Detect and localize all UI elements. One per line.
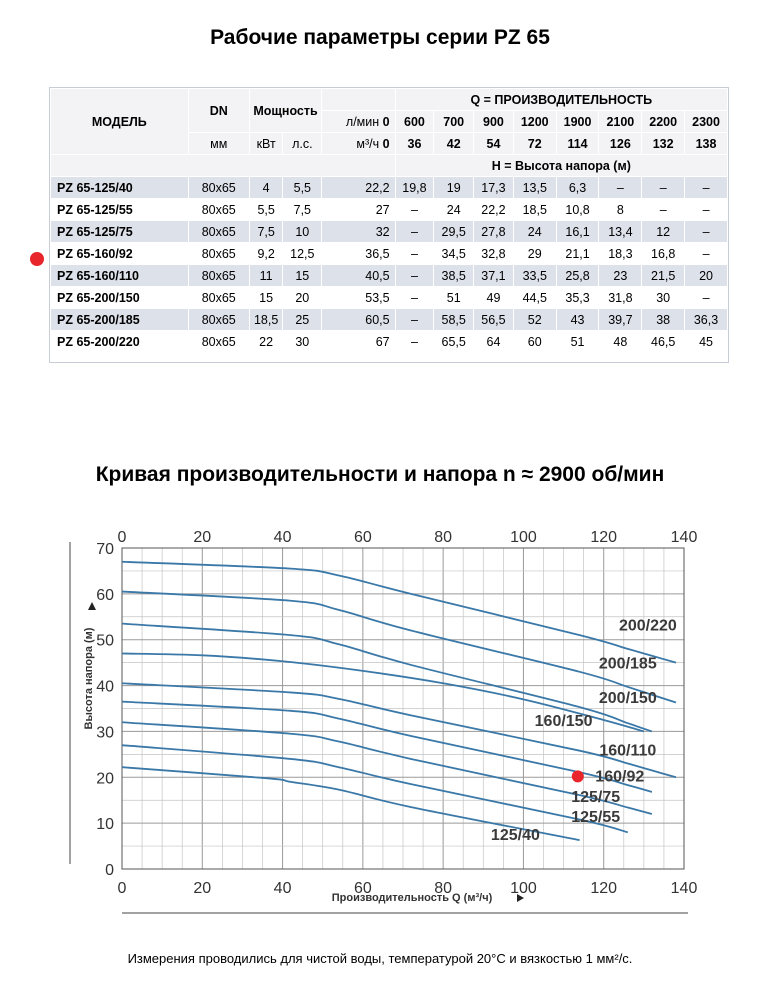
row-kw: 22 xyxy=(249,331,283,353)
lmin-value: 1200 xyxy=(513,111,556,133)
row-head: 21,1 xyxy=(556,243,599,265)
row-head: 8 xyxy=(599,199,642,221)
lmin-value: 700 xyxy=(434,111,474,133)
row-head: 40,5 xyxy=(322,265,395,287)
row-dn: 80x65 xyxy=(188,287,249,309)
header-dn: DN xyxy=(188,89,249,133)
m3h-value: 126 xyxy=(599,133,642,155)
x-axis-label: Производительность Q (м³/ч) xyxy=(331,892,493,904)
row-hp: 5,5 xyxy=(283,177,322,199)
row-head: 13,4 xyxy=(599,221,642,243)
row-dn: 80x65 xyxy=(188,309,249,331)
lmin-label: л/мин xyxy=(345,114,380,129)
row-dn: 80x65 xyxy=(188,221,249,243)
row-head: 36,3 xyxy=(685,309,728,331)
header-model: МОДЕЛЬ xyxy=(51,89,189,155)
row-head: – xyxy=(599,177,642,199)
curve-label: 160/110 xyxy=(599,742,657,760)
highlight-marker-dot xyxy=(30,252,44,266)
row-head: 30 xyxy=(642,287,685,309)
parameters-table xyxy=(50,88,728,353)
row-dn: 80x65 xyxy=(188,265,249,287)
row-head: 12 xyxy=(642,221,685,243)
header-power: Мощность xyxy=(249,89,321,133)
row-head: 38 xyxy=(642,309,685,331)
row-head: 56,5 xyxy=(474,309,514,331)
row-kw: 4 xyxy=(249,177,283,199)
row-head: 64 xyxy=(474,331,514,353)
x-tick-label: 140 xyxy=(670,880,698,897)
header-spacer xyxy=(51,155,396,177)
x-tick-label-top: 20 xyxy=(193,529,212,546)
lmin-value: 2200 xyxy=(642,111,685,133)
row-head: – xyxy=(395,243,434,265)
row-head: 29 xyxy=(513,243,556,265)
table-row xyxy=(51,309,728,331)
lmin-value: 900 xyxy=(474,111,514,133)
row-head: 10,8 xyxy=(556,199,599,221)
y-tick-label: 60 xyxy=(96,586,114,604)
x-tick-label: 100 xyxy=(510,880,537,897)
row-kw: 15 xyxy=(249,287,283,309)
row-head: 17,3 xyxy=(474,177,514,199)
row-head: 52 xyxy=(513,309,556,331)
row-model: PZ 65-125/55 xyxy=(51,199,189,221)
row-kw: 11 xyxy=(249,265,283,287)
header-q: Q = ПРОИЗВОДИТЕЛЬНОСТЬ xyxy=(395,89,727,111)
x-tick-label-top: 140 xyxy=(670,529,698,546)
row-head: 27 xyxy=(322,199,395,221)
row-head: 25,8 xyxy=(556,265,599,287)
curve-label: 200/150 xyxy=(598,689,657,707)
row-head: 21,5 xyxy=(642,265,685,287)
row-head: – xyxy=(685,287,728,309)
x-tick-label-top: 60 xyxy=(353,529,372,546)
curve-label: 125/55 xyxy=(571,809,621,827)
curve-label: 125/75 xyxy=(571,789,621,807)
x-tick-label: 60 xyxy=(353,880,372,897)
x-tick-label: 0 xyxy=(117,880,127,897)
table-row xyxy=(51,243,728,265)
row-head: 16,1 xyxy=(556,221,599,243)
row-head: 44,5 xyxy=(513,287,556,309)
row-kw: 5,5 xyxy=(249,199,283,221)
row-hp: 20 xyxy=(283,287,322,309)
row-head: 32,8 xyxy=(474,243,514,265)
row-dn: 80x65 xyxy=(188,243,249,265)
row-head: 46,5 xyxy=(642,331,685,353)
row-head: 36,5 xyxy=(322,243,395,265)
row-hp: 10 xyxy=(283,221,322,243)
m3h-value: 114 xyxy=(556,133,599,155)
x-tick-label-top: 120 xyxy=(590,529,618,546)
row-model: PZ 65-200/220 xyxy=(51,331,189,353)
footnote: Измерения проводились для чистой воды, температурой 20°C и вязкостью 1 мм²/с. xyxy=(127,951,633,966)
m3h-0: 0 xyxy=(382,136,390,151)
page-title: Рабочие параметры серии PZ 65 xyxy=(210,26,550,49)
x-tick-label-top: 100 xyxy=(510,529,537,546)
x-tick-label-top: 0 xyxy=(117,529,127,546)
row-head: – xyxy=(395,331,434,353)
row-head: 53,5 xyxy=(322,287,395,309)
y-axis-label: Высота напора (м) xyxy=(83,627,95,730)
curve-label: 200/220 xyxy=(618,617,677,635)
row-head: 35,3 xyxy=(556,287,599,309)
unit-hp: л.с. xyxy=(283,133,322,155)
chart-title: Кривая производительности и напора n ≈ 2900 об/мин xyxy=(95,463,665,486)
header-lmin-spacer xyxy=(322,89,395,111)
row-head: 51 xyxy=(556,331,599,353)
row-head: 18,3 xyxy=(599,243,642,265)
row-head: 45 xyxy=(685,331,728,353)
row-head: – xyxy=(685,177,728,199)
row-head: 65,5 xyxy=(434,331,474,353)
row-dn: 80x65 xyxy=(188,177,249,199)
table-row xyxy=(51,199,728,221)
x-tick-label-top: 40 xyxy=(273,529,292,546)
x-tick-label: 80 xyxy=(434,880,453,897)
row-head: 32 xyxy=(322,221,395,243)
row-head: 38,5 xyxy=(434,265,474,287)
row-model: PZ 65-125/75 xyxy=(51,221,189,243)
header-m3h xyxy=(322,133,395,155)
m3h-value: 138 xyxy=(685,133,728,155)
row-head: 67 xyxy=(322,331,395,353)
row-hp: 15 xyxy=(283,265,322,287)
table-row xyxy=(51,221,728,243)
x-tick-label: 20 xyxy=(193,880,212,897)
row-hp: 30 xyxy=(283,331,322,353)
curve-200-220 xyxy=(122,562,676,663)
row-head: 33,5 xyxy=(513,265,556,287)
row-model: PZ 65-125/40 xyxy=(51,177,189,199)
y-axis-arrow-icon xyxy=(88,602,96,610)
table-row xyxy=(51,177,728,199)
row-head: 19,8 xyxy=(395,177,434,199)
row-head: 49 xyxy=(474,287,514,309)
table-row xyxy=(51,265,728,287)
row-head: – xyxy=(642,177,685,199)
row-head: 24 xyxy=(434,199,474,221)
unit-kw: кВт xyxy=(249,133,283,155)
row-head: 6,3 xyxy=(556,177,599,199)
row-head: – xyxy=(395,221,434,243)
row-head: 37,1 xyxy=(474,265,514,287)
lmin-value: 2100 xyxy=(599,111,642,133)
y-tick-label: 0 xyxy=(105,862,114,879)
lmin-value: 2300 xyxy=(685,111,728,133)
m3h-value: 42 xyxy=(434,133,474,155)
row-head: – xyxy=(395,309,434,331)
row-head: 43 xyxy=(556,309,599,331)
row-head: 51 xyxy=(434,287,474,309)
y-tick-label: 20 xyxy=(96,770,114,788)
lmin-value: 1900 xyxy=(556,111,599,133)
x-tick-label: 40 xyxy=(273,880,292,897)
row-kw: 18,5 xyxy=(249,309,283,331)
row-head: 18,5 xyxy=(513,199,556,221)
y-tick-label: 70 xyxy=(96,541,114,558)
curve-160-110 xyxy=(122,683,676,777)
x-tick-label: 120 xyxy=(590,880,618,897)
row-head: – xyxy=(642,199,685,221)
table-row xyxy=(51,331,728,353)
row-head: 58,5 xyxy=(434,309,474,331)
row-head: 22,2 xyxy=(474,199,514,221)
row-head: 13,5 xyxy=(513,177,556,199)
curve-label: 160/92 xyxy=(595,768,645,786)
curve-label: 200/185 xyxy=(598,655,657,673)
m3h-value: 36 xyxy=(395,133,434,155)
m3h-value: 54 xyxy=(474,133,514,155)
row-head: – xyxy=(685,221,728,243)
row-model: PZ 65-200/150 xyxy=(51,287,189,309)
row-head: 16,8 xyxy=(642,243,685,265)
row-model: PZ 65-200/185 xyxy=(51,309,189,331)
lmin-value: 600 xyxy=(395,111,434,133)
row-model: PZ 65-160/110 xyxy=(51,265,189,287)
row-head: 20 xyxy=(685,265,728,287)
row-kw: 9,2 xyxy=(249,243,283,265)
row-head: 19 xyxy=(434,177,474,199)
row-head: 27,8 xyxy=(474,221,514,243)
header-head: H = Высота напора (м) xyxy=(395,155,727,177)
row-head: 23 xyxy=(599,265,642,287)
row-head: 34,5 xyxy=(434,243,474,265)
y-tick-label: 30 xyxy=(96,724,114,742)
m3h-value: 132 xyxy=(642,133,685,155)
row-head: – xyxy=(395,287,434,309)
row-head: – xyxy=(685,199,728,221)
m3h-label: м³/ч xyxy=(356,136,380,151)
row-model: PZ 65-160/92 xyxy=(51,243,189,265)
row-head: 24 xyxy=(513,221,556,243)
lmin-0: 0 xyxy=(382,114,390,129)
performance-chart xyxy=(0,510,760,930)
highlight-dot xyxy=(572,770,584,782)
m3h-value: 72 xyxy=(513,133,556,155)
row-head: – xyxy=(395,265,434,287)
curve-label: 125/40 xyxy=(490,827,540,845)
row-head: 29,5 xyxy=(434,221,474,243)
y-tick-label: 10 xyxy=(96,816,114,834)
row-hp: 12,5 xyxy=(283,243,322,265)
header-lmin xyxy=(322,111,395,133)
x-tick-label-top: 80 xyxy=(434,529,453,546)
row-dn: 80x65 xyxy=(188,199,249,221)
y-tick-label: 40 xyxy=(96,678,114,696)
row-head: 60 xyxy=(513,331,556,353)
unit-dn: мм xyxy=(188,133,249,155)
row-head: – xyxy=(685,243,728,265)
row-head: 39,7 xyxy=(599,309,642,331)
curve-label: 160/150 xyxy=(534,712,593,730)
table-row xyxy=(51,287,728,309)
row-dn: 80x65 xyxy=(188,331,249,353)
row-hp: 7,5 xyxy=(283,199,322,221)
row-head: – xyxy=(395,199,434,221)
row-head: 31,8 xyxy=(599,287,642,309)
y-tick-label: 50 xyxy=(96,632,114,650)
row-hp: 25 xyxy=(283,309,322,331)
row-kw: 7,5 xyxy=(249,221,283,243)
row-head: 22,2 xyxy=(322,177,395,199)
row-head: 48 xyxy=(599,331,642,353)
row-head: 60,5 xyxy=(322,309,395,331)
